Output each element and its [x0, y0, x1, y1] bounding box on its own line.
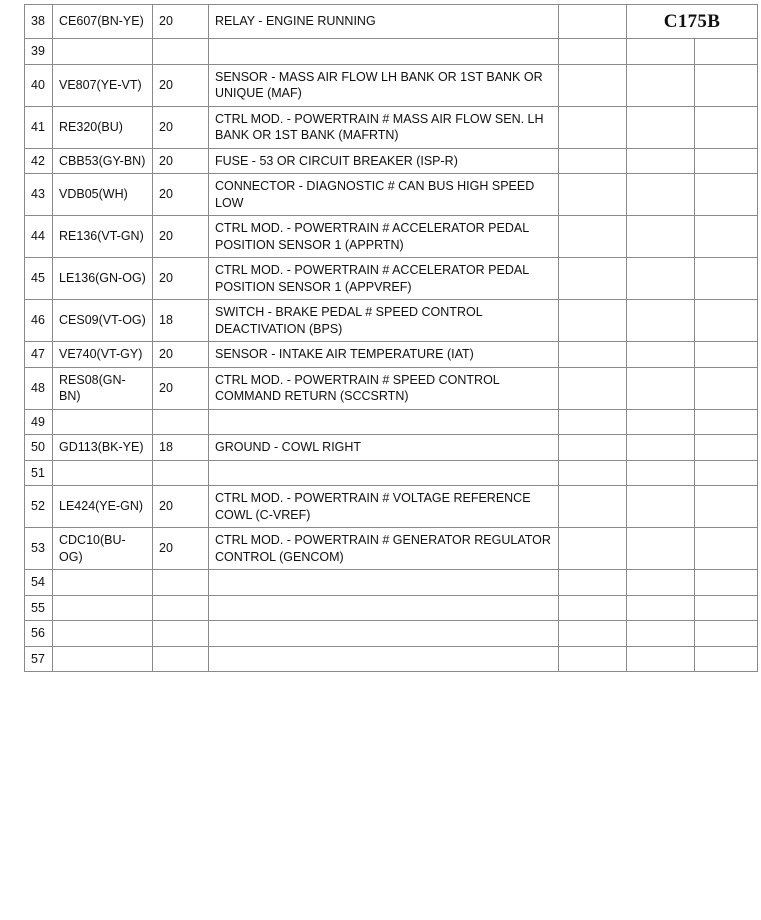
pin-number: 38: [25, 5, 53, 39]
extra-column-1: [559, 570, 627, 596]
extra-column-2: [627, 216, 695, 258]
table-row: [25, 174, 758, 216]
table-row: [25, 646, 758, 672]
wire-gauge: 20: [153, 174, 209, 216]
circuit-id: VE807(YE-VT): [53, 64, 153, 106]
wire-gauge: [153, 646, 209, 672]
circuit-id: CBB53(GY-BN): [53, 148, 153, 174]
extra-column-1: [559, 646, 627, 672]
extra-column-2: [627, 435, 695, 461]
wire-gauge: 20: [153, 64, 209, 106]
table-row: [25, 486, 758, 528]
pin-number: 56: [25, 621, 53, 647]
extra-column-2: [627, 148, 695, 174]
circuit-id: RE320(BU): [53, 106, 153, 148]
extra-column-1: [559, 486, 627, 528]
pin-number: 40: [25, 64, 53, 106]
circuit-description: CTRL MOD. - POWERTRAIN # VOLTAGE REFERENCE COWL (C-VREF): [209, 486, 559, 528]
wire-gauge: [153, 570, 209, 596]
circuit-id: [53, 409, 153, 435]
extra-column-3: [695, 409, 758, 435]
pin-number: 52: [25, 486, 53, 528]
circuit-description: [209, 409, 559, 435]
extra-column-1: [559, 148, 627, 174]
table-row: [25, 258, 758, 300]
extra-column-2: [627, 646, 695, 672]
extra-column-2: [627, 64, 695, 106]
table-row: [25, 621, 758, 647]
wire-gauge: 20: [153, 216, 209, 258]
circuit-id: CE607(BN-YE): [53, 5, 153, 39]
connector-pinout-table: [24, 4, 758, 672]
pin-number: 46: [25, 300, 53, 342]
circuit-description: CONNECTOR - DIAGNOSTIC # CAN BUS HIGH SPEED LOW: [209, 174, 559, 216]
extra-column-1: [559, 435, 627, 461]
extra-column-1: [559, 258, 627, 300]
extra-column-1: [559, 300, 627, 342]
circuit-id: GD113(BK-YE): [53, 435, 153, 461]
pin-number: 49: [25, 409, 53, 435]
table-row: [25, 460, 758, 486]
circuit-description: [209, 39, 559, 65]
wire-gauge: 20: [153, 528, 209, 570]
extra-column-1: [559, 460, 627, 486]
extra-column-2: [627, 409, 695, 435]
circuit-description: [209, 621, 559, 647]
extra-column-2: [627, 367, 695, 409]
extra-column-1: [559, 367, 627, 409]
wire-gauge: 20: [153, 486, 209, 528]
circuit-id: [53, 460, 153, 486]
circuit-description: CTRL MOD. - POWERTRAIN # GENERATOR REGULATOR CONTROL (GENCOM): [209, 528, 559, 570]
circuit-id: [53, 595, 153, 621]
wire-gauge: [153, 621, 209, 647]
pin-number: 48: [25, 367, 53, 409]
circuit-id: [53, 646, 153, 672]
extra-column-1: [559, 595, 627, 621]
table-row: [25, 216, 758, 258]
extra-column-3: [695, 646, 758, 672]
circuit-description: FUSE - 53 OR CIRCUIT BREAKER (ISP-R): [209, 148, 559, 174]
pin-number: 42: [25, 148, 53, 174]
table-row: [25, 570, 758, 596]
extra-column-3: [695, 460, 758, 486]
wire-gauge: 20: [153, 342, 209, 368]
connector-label: C175B: [627, 5, 758, 39]
extra-column-1: [559, 621, 627, 647]
pin-number: 47: [25, 342, 53, 368]
extra-column-3: [695, 216, 758, 258]
wire-gauge: 20: [153, 148, 209, 174]
extra-column-1: [559, 39, 627, 65]
circuit-id: VDB05(WH): [53, 174, 153, 216]
extra-column-2: [627, 528, 695, 570]
extra-column-2: [627, 621, 695, 647]
extra-column-1: [559, 64, 627, 106]
circuit-description: CTRL MOD. - POWERTRAIN # MASS AIR FLOW SEN. LH BANK OR 1ST BANK (MAFRTN): [209, 106, 559, 148]
table-row: [25, 595, 758, 621]
circuit-description: SWITCH - BRAKE PEDAL # SPEED CONTROL DEACTIVATION (BPS): [209, 300, 559, 342]
pin-number: 43: [25, 174, 53, 216]
extra-column-3: [695, 64, 758, 106]
extra-column-3: [695, 570, 758, 596]
wire-gauge: [153, 595, 209, 621]
wire-gauge: 20: [153, 106, 209, 148]
circuit-description: [209, 570, 559, 596]
table-row: [25, 409, 758, 435]
circuit-description: [209, 595, 559, 621]
circuit-description: CTRL MOD. - POWERTRAIN # SPEED CONTROL COMMAND RETURN (SCCSRTN): [209, 367, 559, 409]
extra-column-2: [627, 300, 695, 342]
pin-number: 55: [25, 595, 53, 621]
pin-number: 45: [25, 258, 53, 300]
table-row: [25, 528, 758, 570]
table-row: [25, 64, 758, 106]
extra-column-1: [559, 216, 627, 258]
circuit-id: RES08(GN-BN): [53, 367, 153, 409]
table-row: [25, 39, 758, 65]
circuit-description: CTRL MOD. - POWERTRAIN # ACCELERATOR PEDAL POSITION SENSOR 1 (APPVREF): [209, 258, 559, 300]
pinout-table-body: [25, 5, 758, 672]
wire-gauge: 20: [153, 5, 209, 39]
extra-column-2: [627, 174, 695, 216]
extra-column-3: [695, 174, 758, 216]
extra-column-3: [695, 39, 758, 65]
extra-column-2: [627, 106, 695, 148]
pin-number: 41: [25, 106, 53, 148]
table-row: [25, 106, 758, 148]
extra-column-1: [559, 342, 627, 368]
extra-column-2: [627, 486, 695, 528]
circuit-description: SENSOR - MASS AIR FLOW LH BANK OR 1ST BANK OR UNIQUE (MAF): [209, 64, 559, 106]
table-row: [25, 148, 758, 174]
wire-gauge: 20: [153, 367, 209, 409]
wire-gauge: [153, 409, 209, 435]
circuit-id: [53, 39, 153, 65]
circuit-description: CTRL MOD. - POWERTRAIN # ACCELERATOR PEDAL POSITION SENSOR 1 (APPRTN): [209, 216, 559, 258]
circuit-id: LE424(YE-GN): [53, 486, 153, 528]
extra-column-1: [559, 5, 627, 39]
extra-column-3: [695, 106, 758, 148]
extra-column-1: [559, 174, 627, 216]
wire-gauge: 20: [153, 258, 209, 300]
pin-number: 51: [25, 460, 53, 486]
extra-column-3: [695, 621, 758, 647]
circuit-description: SENSOR - INTAKE AIR TEMPERATURE (IAT): [209, 342, 559, 368]
wire-gauge: 18: [153, 300, 209, 342]
circuit-id: [53, 570, 153, 596]
wire-gauge: [153, 39, 209, 65]
pin-number: 44: [25, 216, 53, 258]
extra-column-2: [627, 39, 695, 65]
extra-column-3: [695, 528, 758, 570]
circuit-id: LE136(GN-OG): [53, 258, 153, 300]
table-row: [25, 342, 758, 368]
circuit-id: [53, 621, 153, 647]
extra-column-1: [559, 409, 627, 435]
extra-column-3: [695, 148, 758, 174]
circuit-id: VE740(VT-GY): [53, 342, 153, 368]
circuit-id: CDC10(BU-OG): [53, 528, 153, 570]
table-row: [25, 435, 758, 461]
circuit-description: RELAY - ENGINE RUNNING: [209, 5, 559, 39]
extra-column-3: [695, 342, 758, 368]
wire-gauge: [153, 460, 209, 486]
extra-column-3: [695, 435, 758, 461]
circuit-description: [209, 646, 559, 672]
circuit-id: CES09(VT-OG): [53, 300, 153, 342]
extra-column-2: [627, 595, 695, 621]
pin-number: 54: [25, 570, 53, 596]
table-row: [25, 300, 758, 342]
extra-column-3: [695, 258, 758, 300]
pin-number: 39: [25, 39, 53, 65]
pin-number: 57: [25, 646, 53, 672]
wire-gauge: 18: [153, 435, 209, 461]
extra-column-3: [695, 367, 758, 409]
extra-column-1: [559, 528, 627, 570]
circuit-description: GROUND - COWL RIGHT: [209, 435, 559, 461]
extra-column-2: [627, 460, 695, 486]
circuit-description: [209, 460, 559, 486]
pin-number: 53: [25, 528, 53, 570]
table-row: [25, 367, 758, 409]
pin-number: 50: [25, 435, 53, 461]
extra-column-2: [627, 570, 695, 596]
table-row: [25, 5, 758, 39]
extra-column-3: [695, 486, 758, 528]
extra-column-2: [627, 258, 695, 300]
extra-column-3: [695, 595, 758, 621]
extra-column-1: [559, 106, 627, 148]
extra-column-3: [695, 300, 758, 342]
circuit-id: RE136(VT-GN): [53, 216, 153, 258]
extra-column-2: [627, 342, 695, 368]
